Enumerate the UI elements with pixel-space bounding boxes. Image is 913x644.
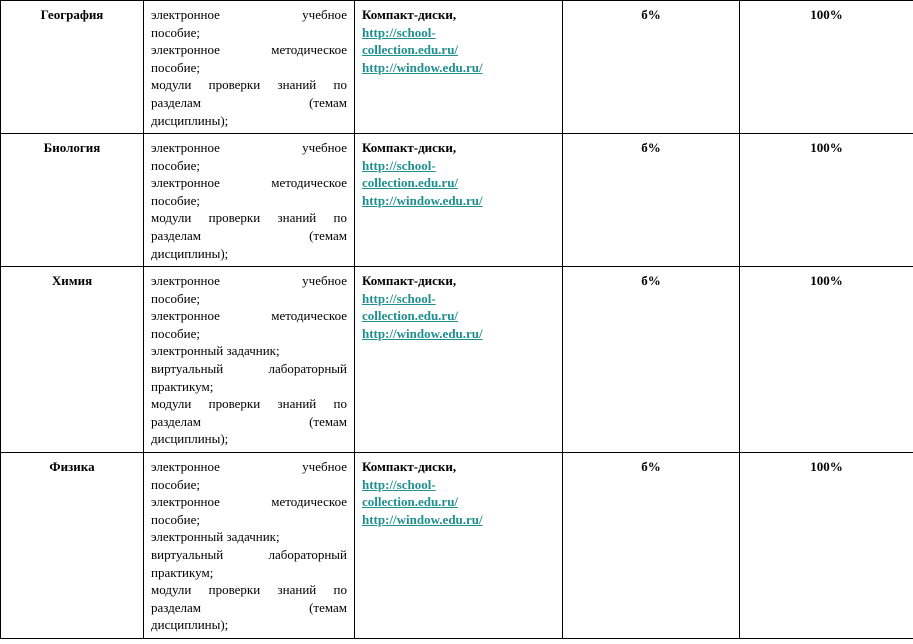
resources-cell bbox=[355, 453, 563, 639]
tool-line: пособие; bbox=[151, 192, 201, 208]
tool-line: практикум; bbox=[151, 378, 214, 394]
tool-line: пособие; bbox=[151, 157, 201, 173]
tool-line: пособие; bbox=[151, 476, 201, 492]
tool-line: пособие; bbox=[151, 290, 201, 306]
tool-line: дисциплины); bbox=[151, 431, 229, 447]
tool-line: электронное учебное bbox=[151, 273, 347, 288]
tool-line: электронное методическое bbox=[151, 494, 347, 510]
tool-line: электронный задачник; bbox=[151, 343, 280, 359]
school-collection-link[interactable]: http://school- bbox=[362, 157, 436, 173]
window-edu-link[interactable]: http://window.edu.ru/ bbox=[362, 192, 483, 208]
tool-line: дисциплины); bbox=[151, 245, 229, 261]
tool-line: разделам (темам bbox=[151, 599, 347, 615]
tool-line: модули проверки знаний по bbox=[151, 582, 347, 598]
subject-cell: География bbox=[1, 1, 144, 134]
share-a-cell: б% bbox=[563, 453, 740, 639]
subject-cell: Физика bbox=[1, 453, 144, 639]
window-edu-link[interactable]: http://window.edu.ru/ bbox=[362, 325, 483, 341]
table-row bbox=[1, 1, 913, 134]
table-row bbox=[1, 453, 913, 639]
tool-line: электронное учебное bbox=[151, 7, 347, 22]
school-collection-link[interactable]: http://school- bbox=[362, 24, 436, 40]
tool-line: электронное учебное bbox=[151, 140, 347, 155]
share-b-cell: 100% bbox=[740, 1, 913, 134]
electronic-tools-cell bbox=[144, 267, 355, 453]
electronic-tools-cell bbox=[144, 134, 355, 267]
tool-line: электронное учебное bbox=[151, 459, 347, 474]
tool-line: электронное методическое bbox=[151, 42, 347, 58]
resource-label: Компакт-диски, bbox=[362, 7, 457, 22]
subject-cell: Химия bbox=[1, 267, 144, 453]
share-b-cell: 100% bbox=[740, 267, 913, 453]
tool-line: дисциплины); bbox=[151, 617, 229, 633]
tool-line: разделам (темам bbox=[151, 94, 347, 110]
resources-cell bbox=[355, 267, 563, 453]
tool-line: электронное методическое bbox=[151, 308, 347, 324]
tool-line: пособие; bbox=[151, 59, 201, 75]
share-a-cell: б% bbox=[563, 267, 740, 453]
tool-line: модули проверки знаний по bbox=[151, 210, 347, 226]
tool-line: разделам (темам bbox=[151, 413, 347, 429]
subject-cell: Биология bbox=[1, 134, 144, 267]
school-collection-link[interactable]: http://school- bbox=[362, 476, 436, 492]
tool-line: модули проверки знаний по bbox=[151, 77, 347, 93]
resource-label: Компакт-диски, bbox=[362, 459, 457, 474]
resource-label: Компакт-диски, bbox=[362, 140, 457, 155]
tool-line: пособие; bbox=[151, 511, 201, 527]
table-row bbox=[1, 134, 913, 267]
tool-line: модули проверки знаний по bbox=[151, 396, 347, 412]
electronic-tools-cell bbox=[144, 1, 355, 134]
school-collection-link[interactable]: collection.edu.ru/ bbox=[362, 175, 459, 191]
share-a-cell: б% bbox=[563, 134, 740, 267]
school-collection-link[interactable]: collection.edu.ru/ bbox=[362, 308, 459, 324]
share-a-cell: б% bbox=[563, 1, 740, 134]
tool-line: пособие; bbox=[151, 24, 201, 40]
table-row bbox=[1, 267, 913, 453]
tool-line: электронное методическое bbox=[151, 175, 347, 191]
school-collection-link[interactable]: http://school- bbox=[362, 290, 436, 306]
tool-line: разделам (темам bbox=[151, 227, 347, 243]
table-body bbox=[1, 1, 913, 639]
tool-line: виртуальный лабораторный bbox=[151, 546, 347, 562]
window-edu-link[interactable]: http://window.edu.ru/ bbox=[362, 59, 483, 75]
school-collection-link[interactable]: collection.edu.ru/ bbox=[362, 42, 459, 58]
resource-label: Компакт-диски, bbox=[362, 273, 457, 288]
tool-line: дисциплины); bbox=[151, 112, 229, 128]
resources-cell bbox=[355, 1, 563, 134]
share-b-cell: 100% bbox=[740, 134, 913, 267]
tool-line: практикум; bbox=[151, 564, 214, 580]
tool-line: пособие; bbox=[151, 325, 201, 341]
tool-line: электронный задачник; bbox=[151, 529, 280, 545]
share-b-cell: 100% bbox=[740, 453, 913, 639]
resources-cell bbox=[355, 134, 563, 267]
tool-line: виртуальный лабораторный bbox=[151, 360, 347, 376]
school-collection-link[interactable]: collection.edu.ru/ bbox=[362, 494, 459, 510]
window-edu-link[interactable]: http://window.edu.ru/ bbox=[362, 511, 483, 527]
electronic-tools-cell bbox=[144, 453, 355, 639]
